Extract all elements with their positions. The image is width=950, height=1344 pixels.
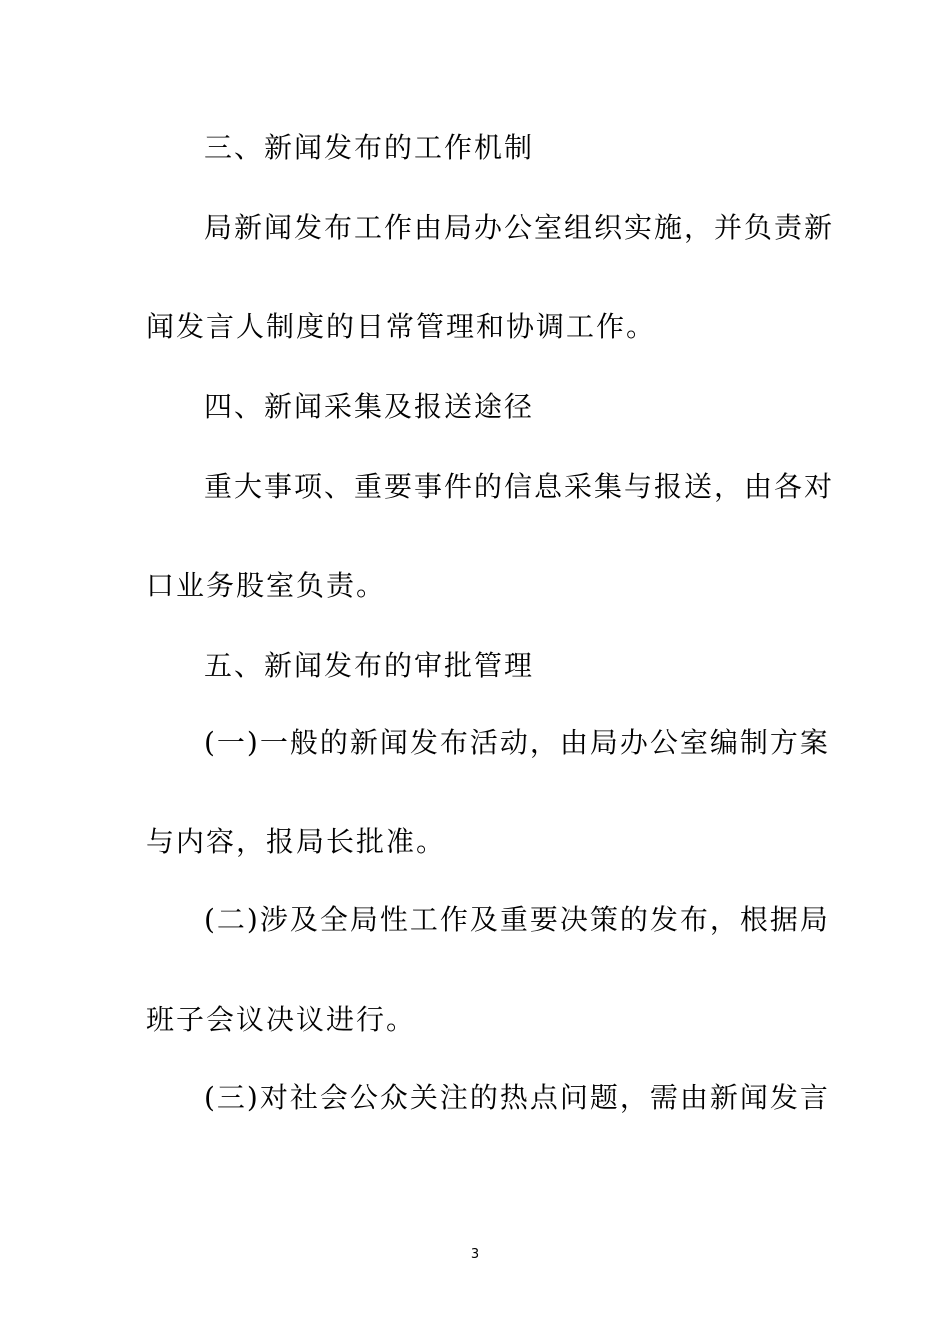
paragraph-line: (二)涉及全局性工作及重要决策的发布，根据局 [204,903,830,936]
section-heading-3: 三、新闻发布的工作机制 [204,131,535,164]
paragraph-line: (一)一般的新闻发布活动，由局办公室编制方案 [204,726,830,759]
paragraph-line: (三)对社会公众关注的热点问题，需由新闻发言 [204,1081,830,1114]
paragraph-line: 与内容，报局长批准。 [146,825,447,858]
paragraph-line: 局新闻发布工作由局办公室组织实施，并负责新 [204,211,835,244]
paragraph-line: 重大事项、重要事件的信息采集与报送，由各对 [204,470,835,503]
paragraph-line: 班子会议决议进行。 [146,1003,417,1036]
paragraph-line: 闻发言人制度的日常管理和协调工作。 [146,310,657,343]
section-heading-5: 五、新闻发布的审批管理 [204,649,535,682]
paragraph-line: 口业务股室负责。 [146,569,387,602]
page-number: 3 [470,1247,480,1262]
section-heading-4: 四、新闻采集及报送途径 [204,390,535,423]
